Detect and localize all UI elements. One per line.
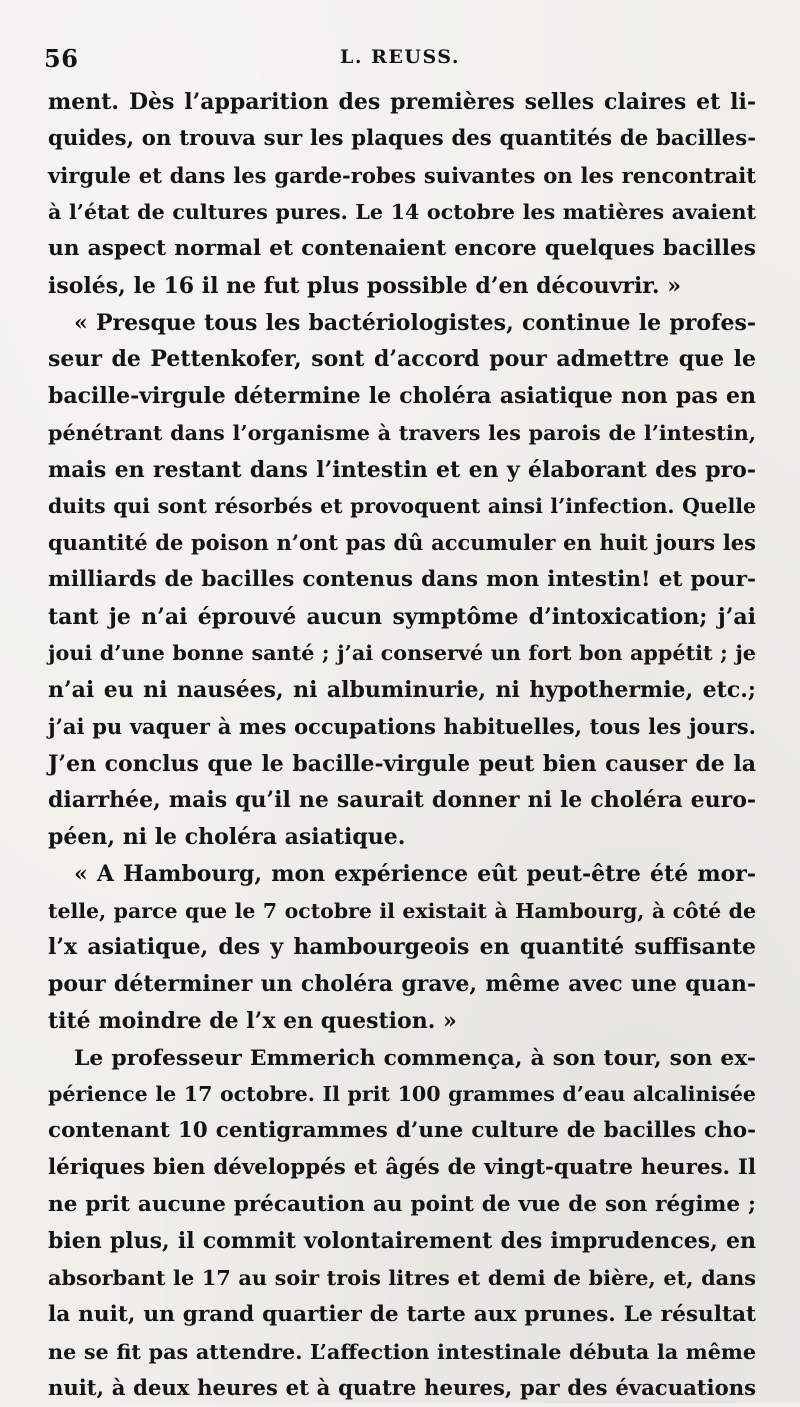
text-line: pénétrant dans l’organisme à travers les parois de l’intestin, [48, 420, 756, 445]
text-line: nuit, à deux heures et à quatre heures, par des évacuations [48, 1375, 756, 1401]
text-line: telle, parce que le 7 octobre il existait à Hambourg, à côté de [48, 898, 756, 923]
text-line: la nuit, un grand quartier de tarte aux prunes. Le résultat [48, 1301, 756, 1327]
text-line: ne se fit pas attendre. L’affection intestinale débuta la même [48, 1339, 756, 1364]
text-line: « Presque tous les bactériologistes, continue le profes- [74, 309, 756, 336]
text-line: J’en conclus que le bacille-virgule peut bien causer de la [48, 750, 756, 777]
text-line: lériques bien développés et âgés de vingt-quatre heures. Il [48, 1154, 756, 1180]
text-line: à l’état de cultures pures. Le 14 octobre les matières avaient [48, 200, 756, 225]
body-text [48, 84, 756, 1407]
page-number: 56 [44, 44, 79, 73]
text-line: ment. Dès l’apparition des premières selles claires et li- [48, 89, 756, 115]
text-line: un aspect normal et contenaient encore quelques bacilles [48, 236, 756, 261]
text-line: joui d’une bonne santé ; j’ai conservé un fort bon appétit ; je [48, 641, 756, 666]
running-head: L. REUSS. [340, 46, 460, 68]
text-line: milliards de bacilles contenus dans mon intestin! et pour- [48, 566, 756, 592]
text-line: pour déterminer un choléra grave, même avec une quan- [48, 971, 756, 997]
text-line: Le professeur Emmerich commença, à son tour, son ex- [74, 1044, 756, 1071]
text-line: duits qui sont résorbés et provoquent ainsi l’infection. Quelle [48, 494, 756, 519]
text-line: péen, ni le choléra asiatique. [48, 824, 406, 850]
text-line: tité moindre de l’x en question. » [48, 1007, 457, 1034]
text-line: seur de Pettenkofer, sont d’accord pour admettre que le [48, 346, 756, 373]
text-line: quides, on trouva sur les plaques des quantités de bacilles- [48, 125, 756, 151]
text-line: isolés, le 16 il ne fut plus possible d’en découvrir. » [48, 272, 681, 299]
text-line: tant je n’ai éprouvé aucun symptôme d’intoxication; j’ai [48, 603, 756, 630]
text-line: bacille-virgule détermine le choléra asiatique non pas en [48, 383, 756, 409]
text-line: quantité de poison n’ont pas dû accumuler en huit jours les [48, 530, 756, 555]
text-line: diarrhée, mais qu’il ne saurait donner ni le choléra euro- [48, 787, 756, 814]
text-line: j’ai pu vaquer à mes occupations habituelles, tous les jours. [48, 713, 756, 739]
text-line: n’ai eu ni nausées, ni albuminurie, ni hypothermie, etc.; [48, 677, 756, 703]
text-line: ne prit aucune précaution au point de vue de son régime ; [48, 1191, 756, 1217]
text-line: contenant 10 centigrammes d’une culture de bacilles cho- [48, 1118, 756, 1143]
text-line: mais en restant dans l’intestin et en y élaborant des pro- [48, 456, 756, 483]
text-line: l’x asiatique, des y hambourgeois en quantité suffisante [48, 934, 756, 961]
text-line: bien plus, il commit volontairement des imprudences, en [48, 1228, 756, 1255]
text-line: virgule et dans les garde-robes suivantes on les rencontrait [48, 162, 756, 188]
text-line: périence le 17 octobre. Il prit 100 grammes d’eau alcalinisée [48, 1082, 756, 1107]
text-line: absorbant le 17 au soir trois litres et demi de bière, et, dans [48, 1265, 756, 1290]
text-line: « A Hambourg, mon expérience eût peut-être été mor- [74, 860, 756, 887]
